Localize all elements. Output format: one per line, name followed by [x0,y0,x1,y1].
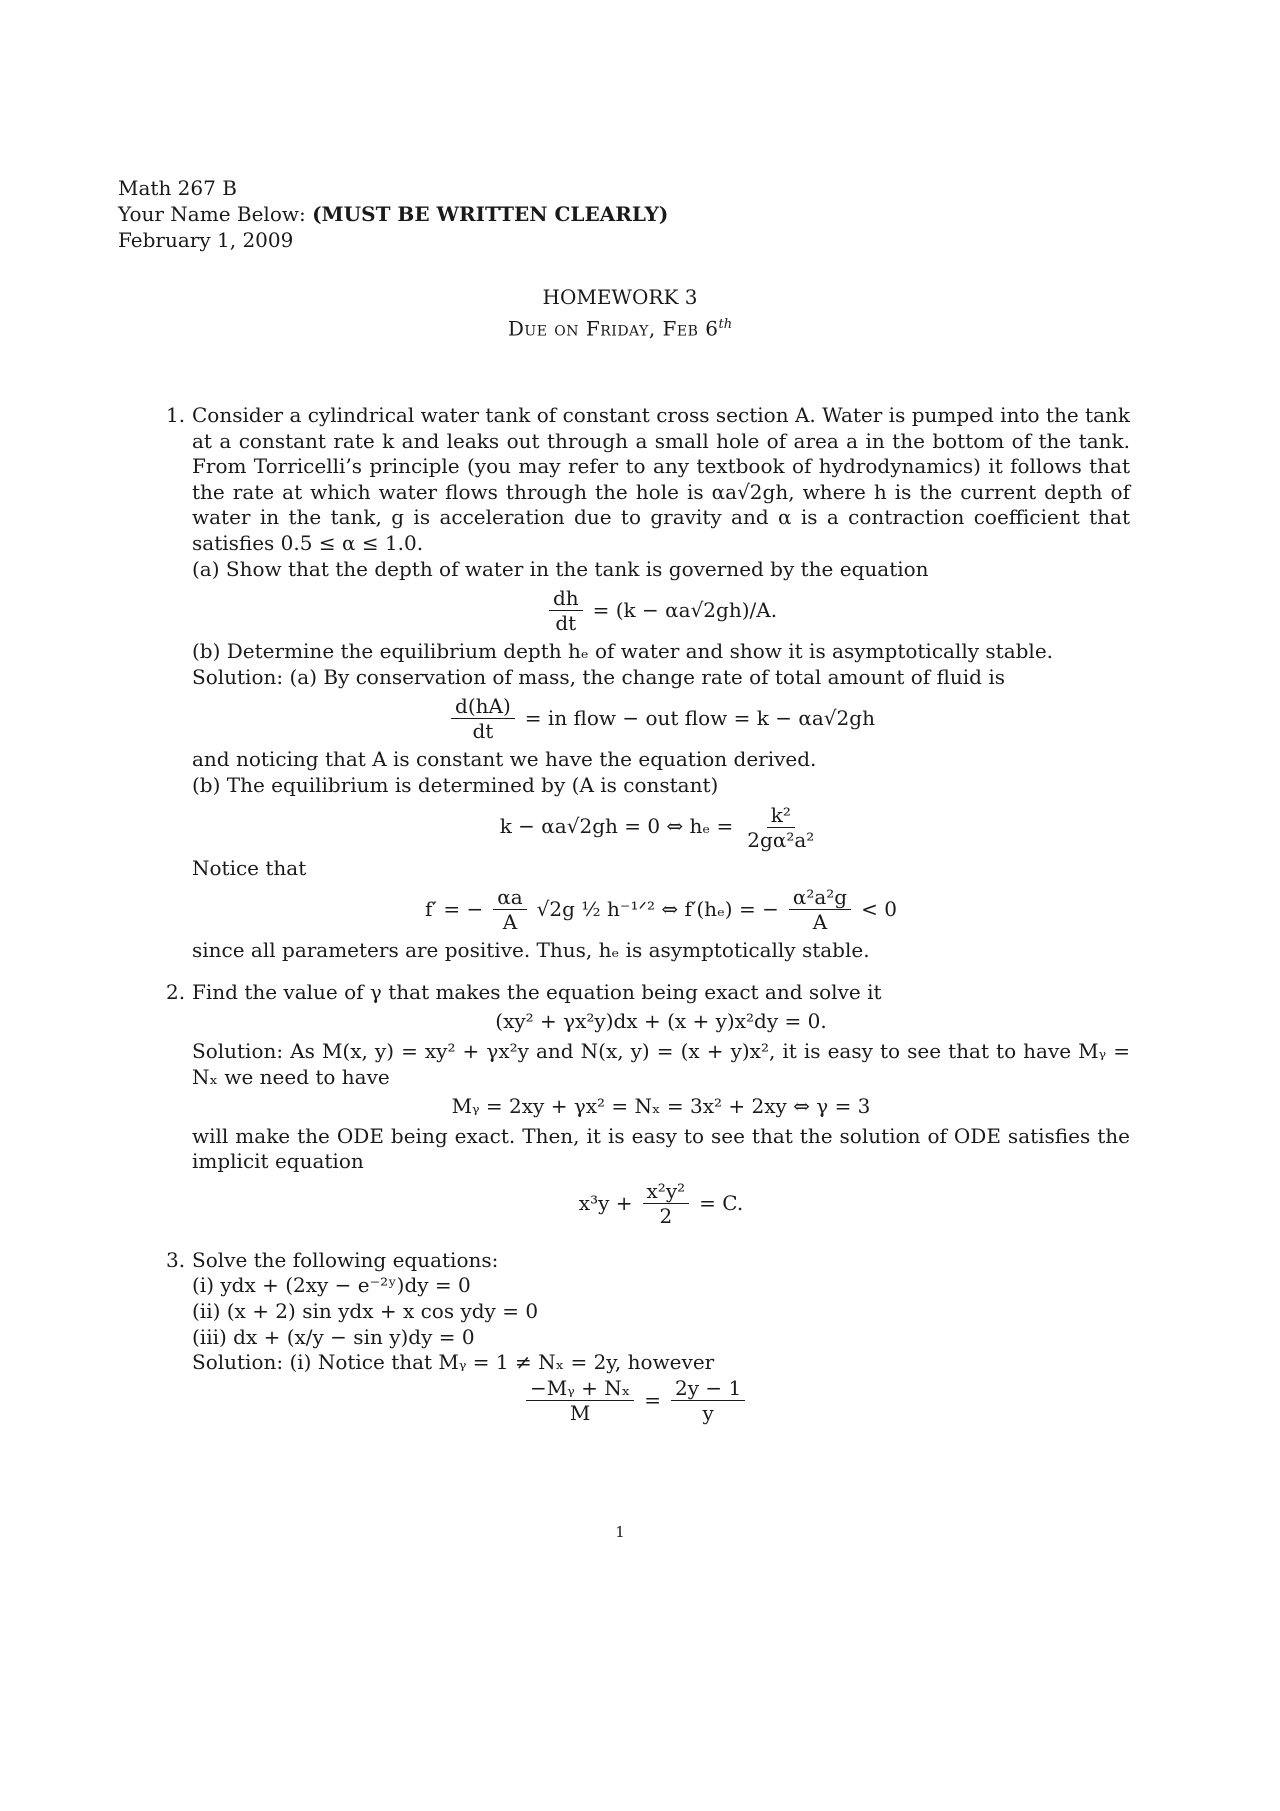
solution-text: and noticing that A is constant we have the equation derived. [192,747,817,772]
equation: Mᵧ = 2xy + γx² = Nₓ = 3x² + 2xy ⇔ γ = 3 [451,1094,871,1119]
course-name: Math 267 B [118,176,237,200]
solution-text: (b) The equilibrium is determined by (A is constant) [192,772,719,797]
equation: x³y + $\frac{\text{x²y²}}{2}$ = C. [578,1178,744,1228]
equation: f′ = − $\frac{\alpha a}{A}$ √2g ½ h⁻¹ᐟ² ⇔ f′(hₑ) = − $\frac{\text{α²a²g}}{A}$ < 0 [425,885,897,935]
name-line: Your Name Below: (MUST BE WRITTEN CLEARLY) [118,202,669,226]
equation: (xy² + γx²y)dx + (x + y)x²dy = 0. [495,1009,827,1034]
solution-text: Solution: As M(x, y) = xy² + γx²y and N(x, y) = (x + y)x², it is easy to see that to have Mᵧ = Nₓ we need to have [192,1038,1130,1089]
problem-text: Find the value of γ that makes the equation being exact and solve it [192,979,882,1004]
problem-text: Solve the following equations: [192,1247,499,1272]
problem-number: 2. [166,979,186,1004]
solution-text: will make the ODE being exact. Then, it is easy to see that the solution of ODE satisfies the implicit equation [192,1123,1130,1174]
problem-3 [166,1247,1130,1425]
solution-text: Solution: (i) Notice that Mᵧ = 1 ≠ Nₓ = 2y, however [192,1350,715,1375]
page-number: 1 [615,1523,625,1541]
problems [166,403,1130,1425]
subproblem-ii: (ii) (x + 2) sin ydx + x cos ydy = 0 [192,1299,539,1324]
date: February 1, 2009 [118,228,294,252]
solution-text: Notice that [192,855,307,880]
problem-1 [166,403,1130,964]
name-instruction: (MUST BE WRITTEN CLEARLY) [312,202,669,226]
problem-2 [166,979,1130,1228]
homework-title: HOMEWORK 3 [542,285,698,309]
equation: k − αa√2gh = 0 ⇔ hₑ = $\frac{\text{k²}}{\text{2gα²a²}}$ [499,802,815,852]
equation: $\frac{\text{−Mᵧ + Nₓ}}{M}$ = $\frac{2y - 1}{y}$ [192,1376,1130,1425]
part-a: (a) Show that the depth of water in the tank is governed by the equation [192,556,929,581]
due-date: Due on Friday, Feb 6th [507,316,733,341]
problem-text: Consider a cylindrical water tank of constant cross section A. Water is pumped into the tank at a constant rate k and leaks out through a small hole of area a in the bottom of the tank. From Torricelli’s principle (you may refer to any textbook of hydrodynamics) it follows that the rate at which water flows through the hole is αa√2gh, where h is the current depth of water in the tank, g is acceleration due to gravity and α is a contraction coefficient that satisfies 0.5 ≤ α ≤ 1.0. [192,403,1130,555]
header-block [118,175,668,253]
part-b: (b) Determine the equilibrium depth hₑ of water and show it is asymptotically stable. [192,639,1054,664]
equation: $\frac{d(hA)}{dt}$ = in flow − out flow = k − αa√2gh [192,694,1130,743]
subproblem-iii: (iii) dx + (x/y − sin y)dy = 0 [192,1324,475,1349]
problem-number: 3. [166,1247,186,1272]
solution-text: Solution: (a) By conservation of mass, the change rate of total amount of fluid is [192,664,1005,689]
subproblem-i: (i) ydx + (2xy − e⁻²ʸ)dy = 0 [192,1273,471,1298]
problem-number: 1. [166,403,186,427]
equation: $\frac{dh}{dt}$ = (k − αa√2gh)/A. [192,586,1130,635]
title-block [0,283,1240,343]
solution-text: since all parameters are positive. Thus, hₑ is asymptotically stable. [192,938,870,963]
